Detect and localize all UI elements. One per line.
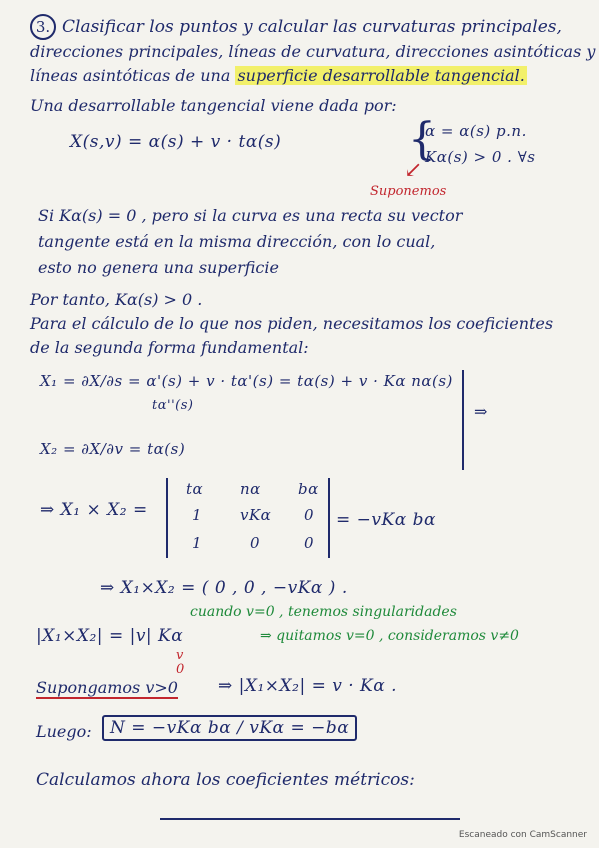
matrix-col-3-head: bα <box>298 480 319 498</box>
scanner-watermark: Escaneado con CamScanner <box>458 830 587 840</box>
determinant-right-bar <box>328 478 330 558</box>
highlighted-surface-name: superficie desarrollable tangencial. <box>237 66 525 85</box>
second-form-line-2: de la segunda forma fundamental: <box>30 338 309 357</box>
x2-derivative: X₂ = ∂X/∂v = tα(s) <box>40 440 186 458</box>
condition-brace: { <box>408 114 436 165</box>
matrix-r1-c2: vKα <box>240 506 272 524</box>
matrix-col-2-head: nα <box>240 480 261 498</box>
red-arrow-icon: ↙ <box>404 158 423 183</box>
then-label: Luego: <box>36 722 92 741</box>
second-form-line-1: Para el cálculo de lo que nos piden, necesitamos los coeficientes <box>30 314 554 333</box>
matrix-r2-c1: 1 <box>192 534 203 552</box>
x1-second-derivative: tα''(s) <box>152 398 194 413</box>
v-annotation: v <box>176 648 184 663</box>
matrix-r1-c1: 1 <box>192 506 203 524</box>
normal-vector-box: N = −vKα bα / vKα = −bα <box>102 718 357 738</box>
cross-product-lhs: ⇒ X₁ × X₂ = <box>40 500 148 520</box>
singularity-note: cuando v=0 , tenemos singularidades <box>190 604 457 620</box>
bottom-divider <box>160 818 460 820</box>
assume-v-positive: Supongamos v>0 <box>36 678 178 697</box>
system-bracket <box>462 370 464 470</box>
x1-derivative: X₁ = ∂X/∂s = α'(s) + v · tα'(s) = tα(s) + v · Kα nα(s) <box>40 372 453 390</box>
condition-curvature: Kα(s) > 0 . ∀s <box>425 148 536 166</box>
norm-simplified: ⇒ |X₁×X₂| = v · Kα . <box>218 676 398 696</box>
surface-equation: X(s,v) = α(s) + v · tα(s) <box>70 132 282 152</box>
condition-natural-param: α = α(s) p.n. <box>425 122 527 140</box>
zero-annotation: 0 <box>176 662 185 677</box>
exclude-zero-note: ⇒ quitamos v=0 , consideramos v≠0 <box>260 628 519 644</box>
matrix-col-1-head: tα <box>186 480 204 498</box>
norm-equation: |X₁×X₂| = |v| Kα <box>36 626 184 646</box>
supongamos-note: Suponemos <box>370 184 447 199</box>
case-zero-line-3: esto no genera una superficie <box>38 258 279 277</box>
exercise-title-line-2: direcciones principales, líneas de curvatura, direcciones asintóticas y <box>30 42 596 61</box>
exercise-number: 3. <box>30 14 56 40</box>
intro-line: Una desarrollable tangencial viene dada por: <box>30 96 397 115</box>
exercise-title-line-1: 3. Clasificar los puntos y calcular las curvaturas principales, <box>30 14 562 40</box>
metric-coefficients-line: Calculamos ahora los coeficientes métricos: <box>36 770 415 790</box>
determinant-left-bar <box>166 478 168 558</box>
case-zero-line-1: Si Kα(s) = 0 , pero si la curva es una recta su vector <box>38 206 463 225</box>
case-zero-line-2: tangente está en la misma dirección, con lo cual, <box>38 232 436 251</box>
implies-arrow-icon: ⇒ <box>474 402 488 421</box>
matrix-r1-c3: 0 <box>304 506 315 524</box>
matrix-r2-c2: 0 <box>250 534 261 552</box>
conclusion-line: Por tanto, Kα(s) > 0 . <box>30 290 203 309</box>
exercise-title-line-3: líneas asintóticas de una superficie desarrollable tangencial. <box>30 66 525 85</box>
cross-product-vector: ⇒ X₁×X₂ = ( 0 , 0 , −vKα ) . <box>100 578 348 598</box>
matrix-r2-c3: 0 <box>304 534 315 552</box>
cross-product-rhs: = −vKα bα <box>336 510 436 530</box>
